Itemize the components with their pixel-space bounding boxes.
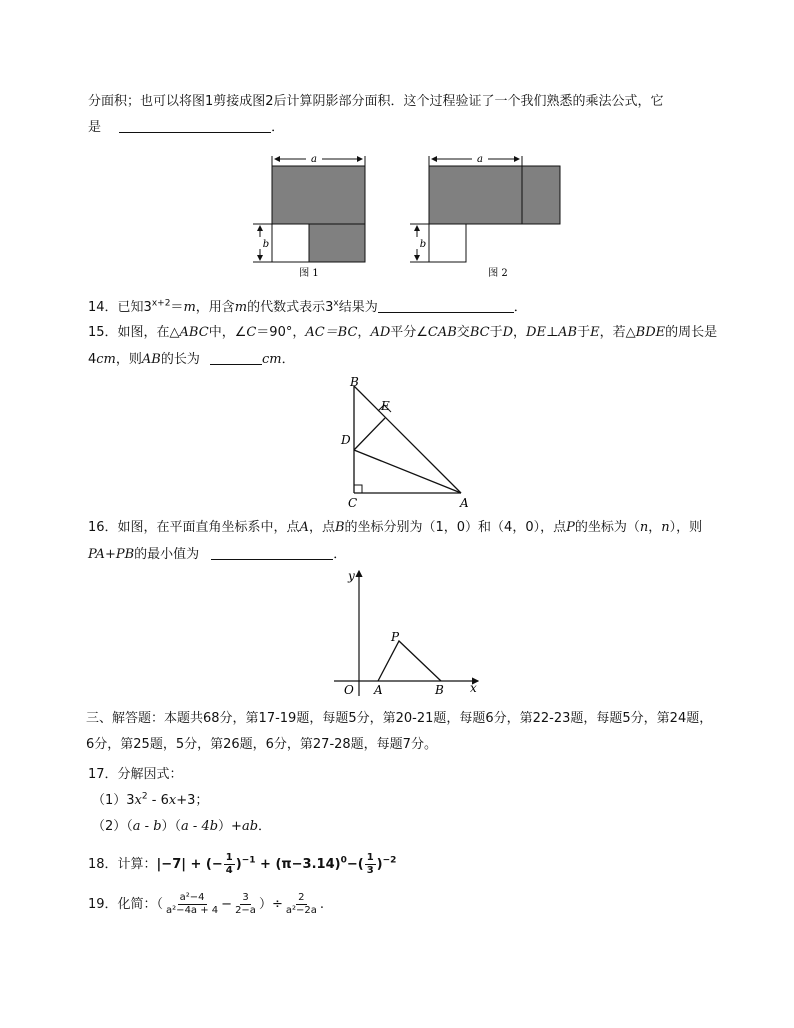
q19: 19．化简：（ $\frac{\text{a²−4}}{\text{a²−4a + 4}}$ − $\frac{3}{2-a}$ ）÷ $\frac{2}{\text{a²−2a}}$ . xyxy=(88,892,324,916)
q19-frac1: $\frac{\text{a²−4}}{\text{a²−4a + 4}}$ xyxy=(166,892,219,916)
fig1-caption: 图 1 xyxy=(299,268,319,279)
q13-prefix: 是 xyxy=(88,120,102,135)
q17-part2: （2）（a - b）（a - 4b）+ab． xyxy=(92,819,272,834)
label-B: B xyxy=(435,683,444,697)
fig1-label-b: b xyxy=(262,239,270,250)
q19-frac2: $\frac{3}{2-a}$ xyxy=(235,892,256,916)
label-P: P xyxy=(391,630,400,644)
y-axis-label: y xyxy=(348,569,355,583)
q16-line2: PA+PB的最小值为 ． xyxy=(88,547,347,562)
label-E: E xyxy=(381,399,390,413)
q18-frac2: $\frac{1}{3}$ xyxy=(366,852,374,876)
fig1-label-a: a xyxy=(311,154,317,165)
q14: 14．已知$3^{x+2}=m$，用含m的代数式表示3$^x$结果为 ． xyxy=(88,298,527,315)
q18-frac1: $\frac{1}{4}$ xyxy=(225,852,233,876)
fig2-caption: 图 2 xyxy=(488,268,508,279)
q17-part1: $(1)3x^2 - 6x+3$； xyxy=(92,791,209,808)
section3-line1: 三、解答题：本题共68分，第17-19题，每题5分，第20-21题，每题6分，第22-23题，每题5分，第24题， xyxy=(86,711,713,726)
label-B: B xyxy=(350,375,359,389)
label-C: C xyxy=(348,496,358,510)
x-axis-label: x xyxy=(470,681,477,695)
fig2-label-b: b xyxy=(419,239,427,250)
q19-frac3: $\frac{2}{\text{a²−2a}}$ xyxy=(285,892,317,916)
label-D: D xyxy=(341,433,351,447)
label-A: A xyxy=(460,496,469,510)
q15-line2: 4cm，则AB的长为 cm． xyxy=(88,352,295,367)
fig2-label-a: a xyxy=(477,154,483,165)
q18: 18．计算：|−7| + (− $\frac{1}{4}$ )$^{-1} + (\pi-3.14)^0-$( $\frac{1}{3}$ )$^{-2}$ xyxy=(88,852,397,876)
q13-text: 分面积；也可以将图1剪接成图2后计算阴影部分面积．这个过程验证了一个我们熟悉的乘法公式，它 xyxy=(88,94,664,109)
q13-suffix: ． xyxy=(271,120,285,135)
q16-line1: 16．如图，在平面直角坐标系中，点A，点B的坐标分别为（1，0）和（4，0），点P的坐标为（n，n），则 xyxy=(88,520,703,535)
label-A: A xyxy=(374,683,383,697)
q15-line1: 15．如图，在△ABC中，∠C＝90°，AC＝BC，AD平分∠CAB交BC于D，DE⊥AB于E，若△BDE的周长是 xyxy=(88,325,718,340)
q17-title: 17．分解因式： xyxy=(88,767,183,782)
section3-line2: 6分，第25题，5分，第26题，6分，第27-28题，每题7分。 xyxy=(86,737,437,752)
label-O: O xyxy=(344,683,354,697)
path-APB xyxy=(378,641,441,681)
